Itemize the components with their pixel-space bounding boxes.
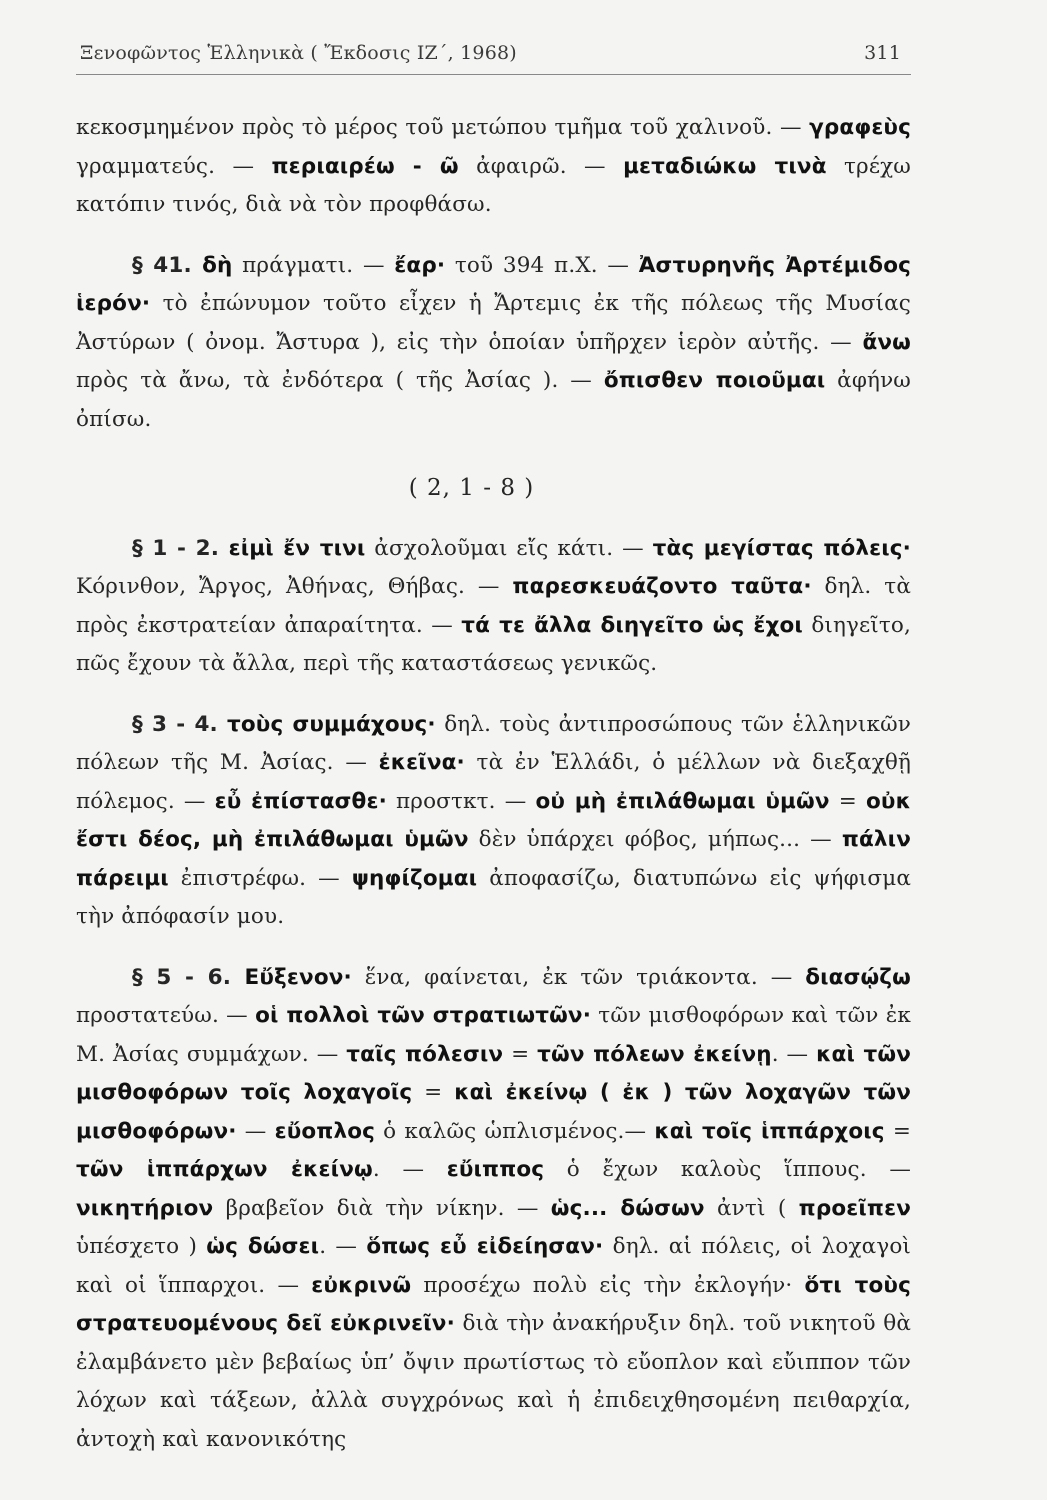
gloss-text: — — [236, 1118, 275, 1144]
lemma: ἄνω — [862, 329, 911, 355]
lemma: μεταδιώκω τινὰ — [623, 153, 827, 179]
lemma: καὶ τῶν μισθοφόρων τοῖς λοχαγοῖς — [76, 1041, 911, 1105]
gloss-text: ἀφήνω ὀπίσω. — [76, 368, 911, 432]
lemma: ὄπισθεν ποιοῦμαι — [603, 368, 826, 393]
section-number: § 41. — [132, 252, 203, 278]
lemma: ὅπως εὖ εἰδείησαν· — [366, 1234, 604, 1259]
gloss-text: διηγεῖτο, πῶς ἔχουν τὰ ἄλλα, περὶ τῆς καταστάσεως γενικῶς. — [76, 612, 912, 676]
page — [76, 36, 911, 1459]
gloss-text: τοῦ 394 π.Χ. — — [445, 252, 639, 278]
gloss-text: δηλ. τοὺς ἀντιπροσώπους τῶν ἑλληνικῶν πόλεων τῆς Μ. Ἀσίας. — — [76, 711, 911, 775]
gloss-text: προστκτ. — — [386, 788, 536, 814]
gloss-text: = — [503, 1041, 538, 1067]
lemma: διασῴζω — [805, 964, 911, 990]
lemma: καὶ ἐκείνῳ ( ἐκ ) τῶν λοχαγῶν τῶν μισθοφόρων· — [76, 1080, 912, 1144]
lemma: ὡς δώσει — [206, 1234, 320, 1259]
header-title: Ξενοφῶντος Ἑλληνικὰ ( Ἔκδοσις ΙΖ΄, 1968) — [80, 42, 517, 64]
paragraph — [76, 706, 911, 937]
gloss-text: ὑπέσχετο ) — [76, 1234, 207, 1259]
gloss-text: βραβεῖον διὰ τὴν νίκην. — — [213, 1195, 551, 1221]
lemma: τῶν ἱππάρχων ἐκείνῳ — [76, 1157, 373, 1182]
gloss-text: Κόρινθον, Ἄργος, Ἀθήνας, Θήβας. — — [76, 574, 513, 599]
gloss-text: δὲν ὑπάρχει φόβος, μήπως... — — [468, 827, 842, 852]
lemma: οὐκ ἔστι δέος, μὴ ἐπιλάθωμαι ὑμῶν — [76, 788, 911, 852]
paragraph — [76, 109, 911, 225]
gloss-text: ἀποφασίζω, διατυπώνω εἰς ψήφισμα τὴν ἀπόφασίν μου. — [76, 865, 911, 929]
lemma: εὖ ἐπίστασθε· — [214, 788, 387, 814]
gloss-text: ἐπιστρέφω. — — [168, 865, 352, 891]
section-number: § 5 - 6. — [132, 964, 245, 990]
running-header — [76, 36, 911, 75]
section-number: § 3 - 4. — [132, 711, 227, 737]
lemma: τὰς μεγίστας πόλεις· — [652, 535, 912, 561]
lemma: ταῖς πόλεσιν — [346, 1041, 504, 1067]
gloss-text: κεκοσμημένον πρὸς τὸ μέρος τοῦ μετώπου τμῆμα τοῦ χαλινοῦ. — — [76, 115, 810, 140]
lemma: οἱ πολλοὶ τῶν στρατιωτῶν· — [255, 1003, 592, 1028]
gloss-text: προσέχω πολὺ εἰς τὴν ἐκλογήν· — [411, 1272, 805, 1298]
lemma: νικητήριον — [76, 1195, 214, 1221]
lemma: καὶ τοῖς ἱππάρχοις — [654, 1118, 885, 1144]
lemma: εἰμὶ ἔν τινι — [228, 535, 366, 561]
lemma: ὅτι τοὺς στρατευομένους δεῖ εὐκρινεῖν· — [76, 1272, 911, 1336]
lemma: ὡς... δώσων — [550, 1195, 705, 1221]
paragraph — [76, 530, 911, 684]
lemma: εὐκρινῶ — [311, 1272, 412, 1298]
lemma: δὴ — [202, 252, 233, 278]
lemma: τά τε ἄλλα διηγεῖτο ὡς ἔχοι — [461, 612, 803, 638]
lemma: πάλιν πάρειμι — [76, 827, 911, 891]
gloss-text: ἀφαιρῶ. — — [458, 153, 624, 179]
gloss-text: προστατεύω. — — [76, 1003, 256, 1028]
gloss-text: δηλ. αἱ πόλεις, οἱ λοχαγοὶ καὶ οἱ ἵππαρχοι. — — [76, 1234, 911, 1298]
gloss-text: . — — [771, 1041, 817, 1067]
gloss-text: τὸ ἐπώνυμον τοῦτο εἶχεν ἡ Ἄρτεμις ἐκ τῆς πόλεως τῆς Μυσίας Ἀστύρων ( ὀνομ. Ἄστυρα ), εἰς τὴν ὁποίαν ὑπῆρχεν ἱερὸν αὐτῆς. — — [76, 291, 911, 355]
lemma: ψηφίζομαι — [351, 865, 478, 891]
gloss-text: = — [884, 1118, 911, 1144]
lemma: περιαιρέω - ῶ — [271, 153, 459, 179]
gloss-text: = — [829, 788, 866, 814]
lemma: γραφεὺς — [809, 115, 911, 140]
gloss-text: ἕνα, φαίνεται, ἐκ τῶν τριάκοντα. — — [351, 964, 806, 990]
gloss-text: διὰ τὴν ἀνακήρυξιν δηλ. τοῦ νικητοῦ θὰ ἐλαμβάνετο μὲν βεβαίως ὑπ’ ὄψιν πρωτίστως τὸ εὔοπλον καὶ εὔιππον τῶν λόχων καὶ τάξεων, ἀλλὰ συγχρόνως καὶ ἡ ἐπιδειχθησομένη πειθαρχία, ἀντοχὴ καὶ κανονικότης — [76, 1311, 911, 1452]
gloss-text: τῶν μισθοφόρων καὶ τῶν ἐκ Μ. Ἀσίας συμμάχων. — — [76, 1003, 911, 1067]
section-heading: ( 2, 1 - 8 ) — [408, 475, 535, 501]
gloss-text: πράγματι. — — [232, 252, 395, 278]
paragraph — [76, 959, 911, 1460]
lemma: ἔαρ· — [394, 252, 446, 278]
gloss-text: τρέχω κατόπιν τινός, διὰ νὰ τὸν προφθάσω. — [76, 153, 911, 217]
gloss-text: πρὸς τὰ ἄνω, τὰ ἐνδότερα ( τῆς Ἀσίας ). — — [76, 368, 604, 393]
paragraph — [76, 247, 911, 440]
section-number: § 1 - 2. — [132, 535, 229, 561]
lemma: τῶν πόλεων ἐκείνῃ — [537, 1041, 772, 1067]
body-text — [76, 109, 911, 1459]
lemma: εὔοπλος — [274, 1118, 376, 1144]
lemma: ἐκεῖνα· — [378, 750, 465, 775]
lemma: τοὺς συμμάχους· — [227, 711, 436, 737]
gloss-text: . — — [372, 1157, 447, 1182]
gloss-text: γραμματεύς. — — [76, 153, 272, 179]
lemma: Εὔξενον· — [244, 964, 352, 990]
lemma: παρεσκευάζοντο ταῦτα· — [512, 574, 812, 599]
gloss-text: ἀντὶ ( — [704, 1195, 799, 1221]
lemma: Ἀστυρηνῆς Ἀρτέμιδος ἱερόν· — [76, 252, 912, 316]
gloss-text: ὁ καλῶς ὡπλισμένος.— — [375, 1118, 655, 1144]
gloss-text: = — [412, 1080, 455, 1105]
gloss-text: τὰ ἐν Ἑλλάδι, ὁ μέλλων νὰ διεξαχθῇ πόλεμος. — — [76, 750, 911, 814]
gloss-text: ὁ ἔχων καλοὺς ἵππους. — — [544, 1157, 911, 1182]
lemma: προεῖπεν — [798, 1195, 911, 1221]
gloss-text: . — — [319, 1234, 367, 1259]
lemma: οὐ μὴ ἐπιλάθωμαι ὑμῶν — [535, 788, 830, 814]
gloss-text: ἀσχολοῦμαι εἴς κάτι. — — [365, 535, 653, 561]
lemma: εὔιππος — [446, 1157, 545, 1182]
gloss-text: δηλ. τὰ πρὸς ἐκστρατείαν ἀπαραίτητα. — — [76, 574, 912, 638]
page-number: 311 — [864, 42, 901, 64]
